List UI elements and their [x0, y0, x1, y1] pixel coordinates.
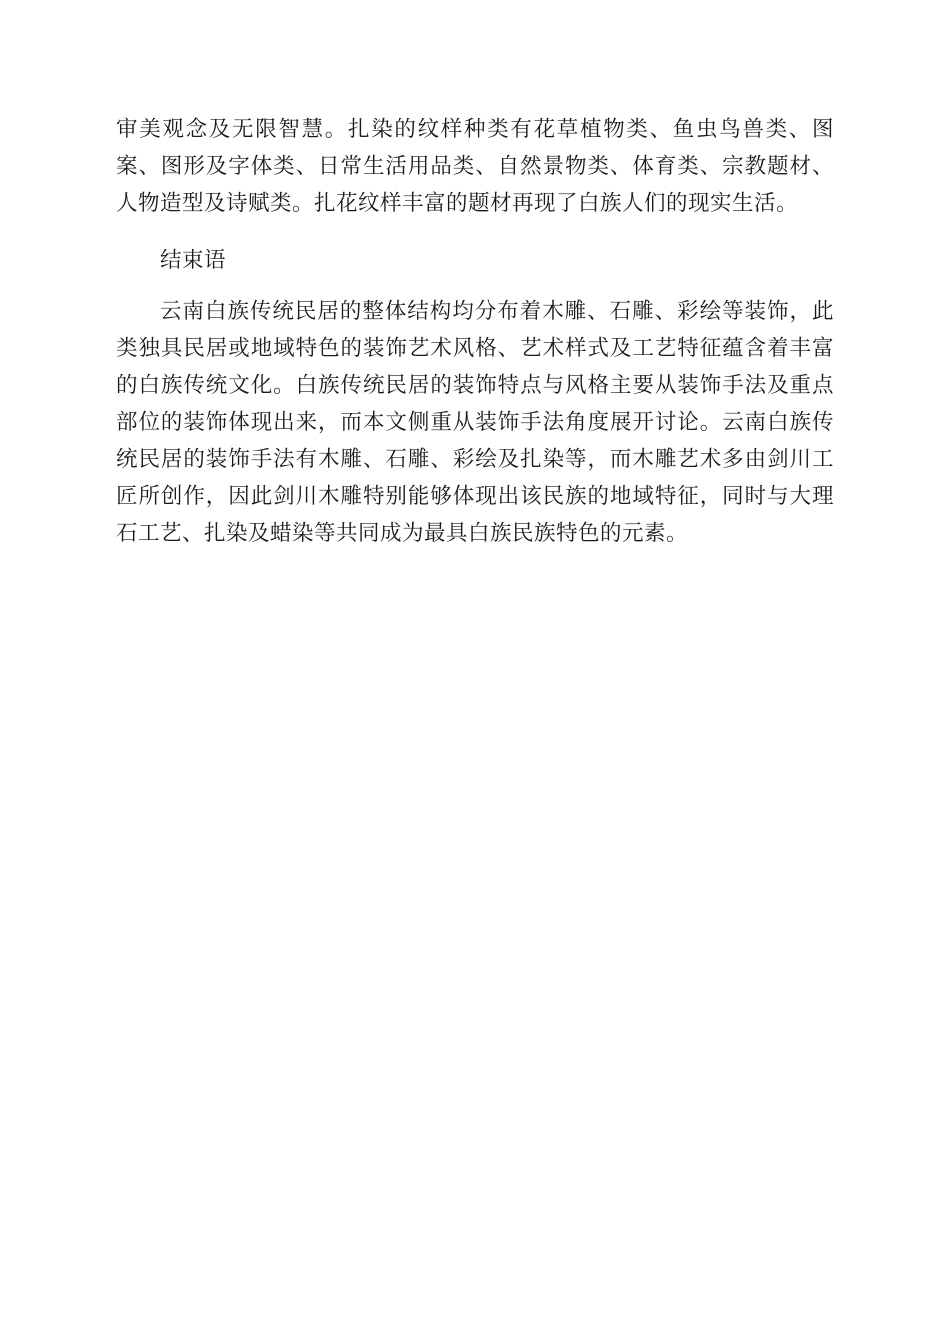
paragraph-line: 统民居的装饰手法有木雕、石雕、彩绘及扎染等，而木雕艺术多由剑川工: [116, 447, 834, 472]
paragraph-line: 云南白族传统民居的整体结构均分布着木雕、石雕、彩绘等装饰，此: [160, 299, 834, 324]
paragraph-line: 石工艺、扎染及蜡染等共同成为最具白族民族特色的元素。: [116, 521, 689, 546]
paragraph-line: 人物造型及诗赋类。扎花纹样丰富的题材再现了白族人们的现实生活。: [116, 191, 799, 216]
paragraph-line: 类独具民居或地域特色的装饰艺术风格、艺术样式及工艺特征蕴含着丰富: [116, 336, 834, 361]
paragraph-line: 案、图形及字体类、日常生活用品类、自然景物类、体育类、宗教题材、: [116, 154, 834, 179]
paragraph-conclusion: [116, 293, 834, 552]
paragraph-line: 审美观念及无限智慧。扎染的纹样种类有花草植物类、鱼虫鸟兽类、图: [116, 117, 834, 142]
paragraph-decoration-patterns: [116, 111, 834, 222]
section-heading: [116, 242, 834, 279]
section-heading-text: 结束语: [160, 248, 227, 273]
paragraph-line: 部位的装饰体现出来，而本文侧重从装饰手法角度展开讨论。云南白族传: [116, 410, 834, 435]
paragraph-line: 的白族传统文化。白族传统民居的装饰特点与风格主要从装饰手法及重点: [116, 373, 834, 398]
paragraph-line: 匠所创作，因此剑川木雕特别能够体现出该民族的地域特征，同时与大理: [116, 484, 834, 509]
